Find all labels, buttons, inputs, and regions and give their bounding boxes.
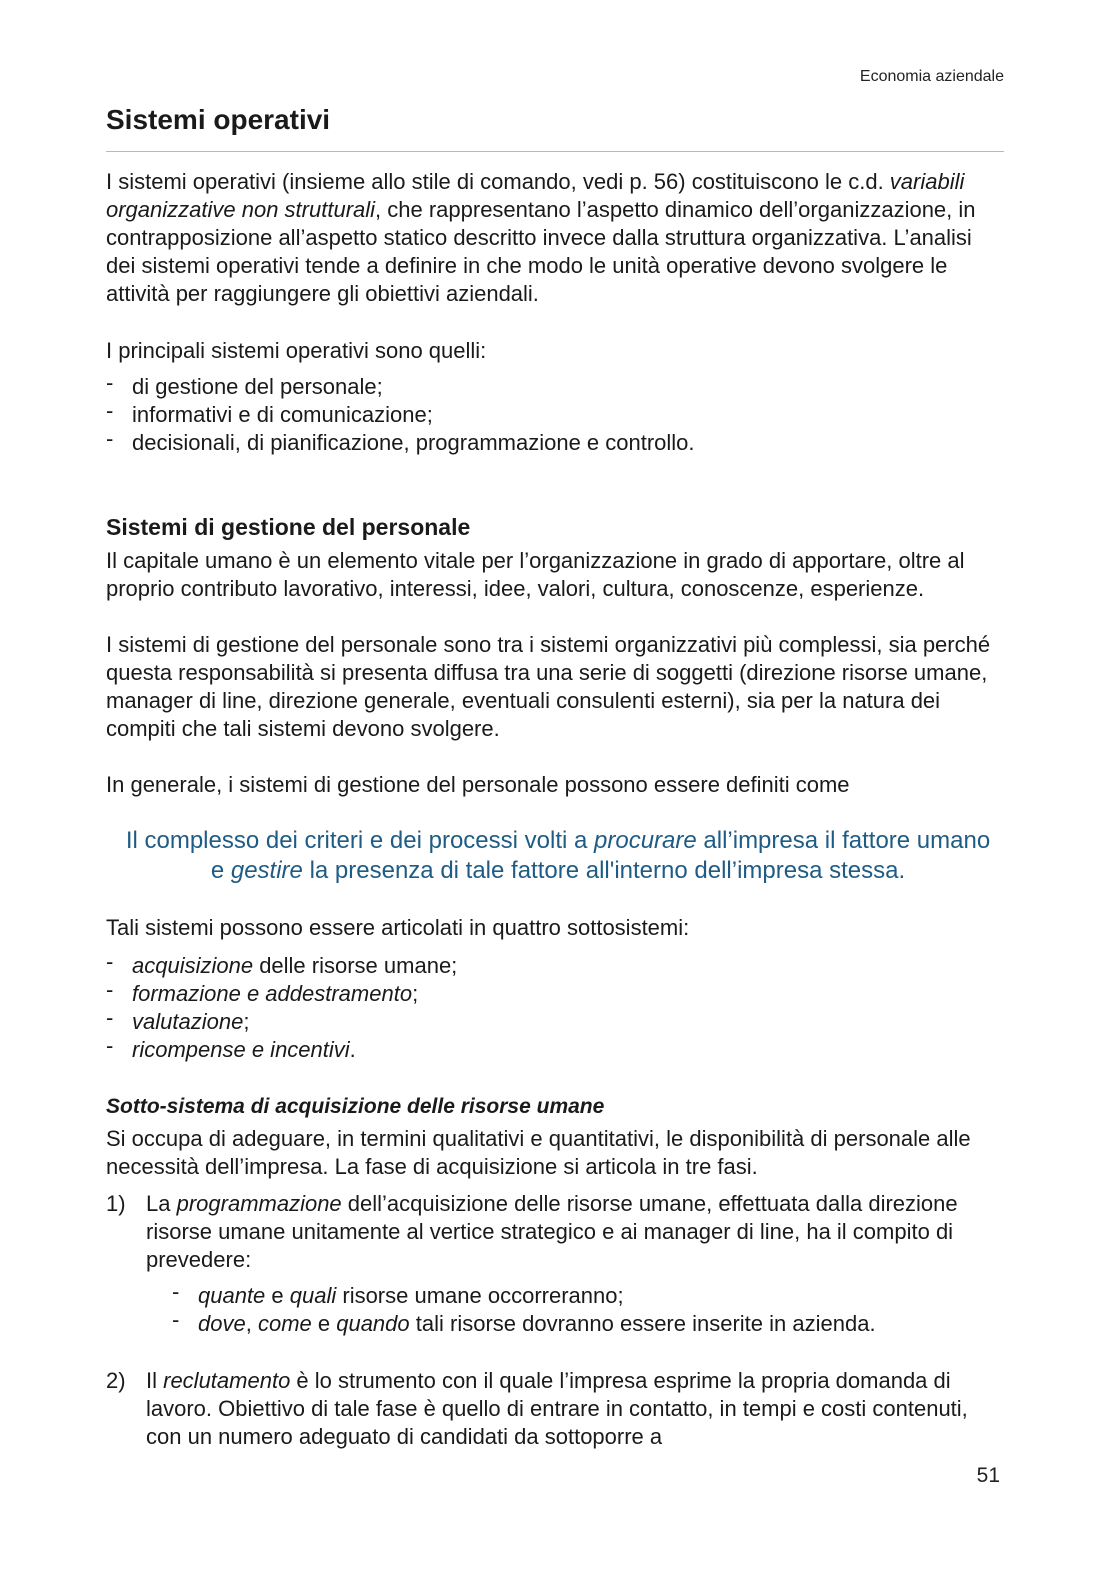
definition-callout: Il complesso dei criteri e dei processi volti a procurare all’impresa il fattore umano e gestire la presenza di tale fattore all'interno dell’impresa stessa. bbox=[125, 827, 991, 884]
list-item: - ricompense e incentivi. bbox=[106, 1033, 356, 1062]
personale-paragraph-1: Il capitale umano è un elemento vitale per l’organizzazione in grado di apportare, oltre al proprio contributo lavorativo, interessi, idee, valori, cultura, conoscenze, esperienze. bbox=[106, 548, 965, 601]
list-item: - decisionali, di pianificazione, programmazione e controllo. bbox=[106, 426, 695, 455]
running-header: Economia aziendale bbox=[859, 68, 1004, 85]
list-item: - informativi e di comunicazione; bbox=[106, 398, 433, 427]
personale-paragraph-3: In generale, i sistemi di gestione del personale possono essere definiti come bbox=[106, 772, 850, 797]
step-text: Il reclutamento è lo strumento con il quale l’impresa esprime la propria domanda di lavoro. Obiettivo di tale fase è quello di entrare in contatto, in tempi e costi contenuti, con un numero adeguato di candidati da sottoporre a bbox=[146, 1368, 968, 1449]
subsystems-lead: Tali sistemi possono essere articolati in quattro sottosistemi: bbox=[106, 915, 690, 940]
list-item: - di gestione del personale; bbox=[106, 370, 383, 399]
subsystems-list bbox=[106, 949, 1006, 1064]
acquisizione-paragraph: Si occupa di adeguare, in termini qualitativi e quantitativi, le disponibilità di personale alle necessità dell’impresa. La fase di acquisizione si articola in tre fasi. bbox=[106, 1126, 971, 1179]
list-item: - quante e quali risorse umane occorreranno; bbox=[172, 1279, 624, 1308]
list-item: - dove, come e quando tali risorse dovranno essere inserite in azienda. bbox=[172, 1307, 876, 1336]
intro-paragraph: I sistemi operativi (insieme allo stile di comando, vedi p. 56) costituiscono le c.d. variabili organizzative non strutturali, che rappresentano l’aspetto dinamico dell’organizzazione, in contrapposizione all’aspetto statico descritto invece dalla struttura organizzativa. L’analisi dei sistemi operativi tende a definire in che modo le unità operative devono svolgere le attività per raggiungere gli obiettivi aziendali. bbox=[106, 169, 976, 306]
step-number: 2) bbox=[106, 1368, 126, 1393]
step-1-sublist bbox=[106, 1279, 1006, 1338]
page-title: Sistemi operativi bbox=[106, 104, 331, 135]
acquisition-step-1 bbox=[106, 1190, 1006, 1338]
step-number: 1) bbox=[106, 1191, 126, 1216]
operational-systems-list bbox=[106, 370, 1006, 457]
step-text: La programmazione dell’acquisizione delle risorse umane, effettuata dalla direzione risorse umane unitamente al vertice strategico e ai manager di line, ha il compito di prevedere: bbox=[146, 1191, 958, 1272]
list-item: - valutazione; bbox=[106, 1005, 250, 1034]
subsection-heading-acquisizione: Sotto-sistema di acquisizione delle risorse umane bbox=[106, 1095, 605, 1118]
acquisition-step-2 bbox=[106, 1367, 1006, 1451]
list-item: - acquisizione delle risorse umane; bbox=[106, 949, 458, 978]
personale-paragraph-2: I sistemi di gestione del personale sono tra i sistemi organizzativi più complessi, sia perché questa responsabilità si presenta diffusa tra una serie di soggetti (direzione risorse umane, manager di line, direzione generale, eventuali consulenti esterni), sia per la natura dei compiti che tali sistemi devono svolgere. bbox=[106, 632, 991, 741]
title-divider bbox=[106, 151, 1004, 152]
section-heading-personale: Sistemi di gestione del personale bbox=[106, 514, 471, 540]
intro-list-lead: I principali sistemi operativi sono quelli: bbox=[106, 338, 487, 363]
list-item: - formazione e addestramento; bbox=[106, 977, 419, 1006]
page-number: 51 bbox=[976, 1464, 1000, 1487]
